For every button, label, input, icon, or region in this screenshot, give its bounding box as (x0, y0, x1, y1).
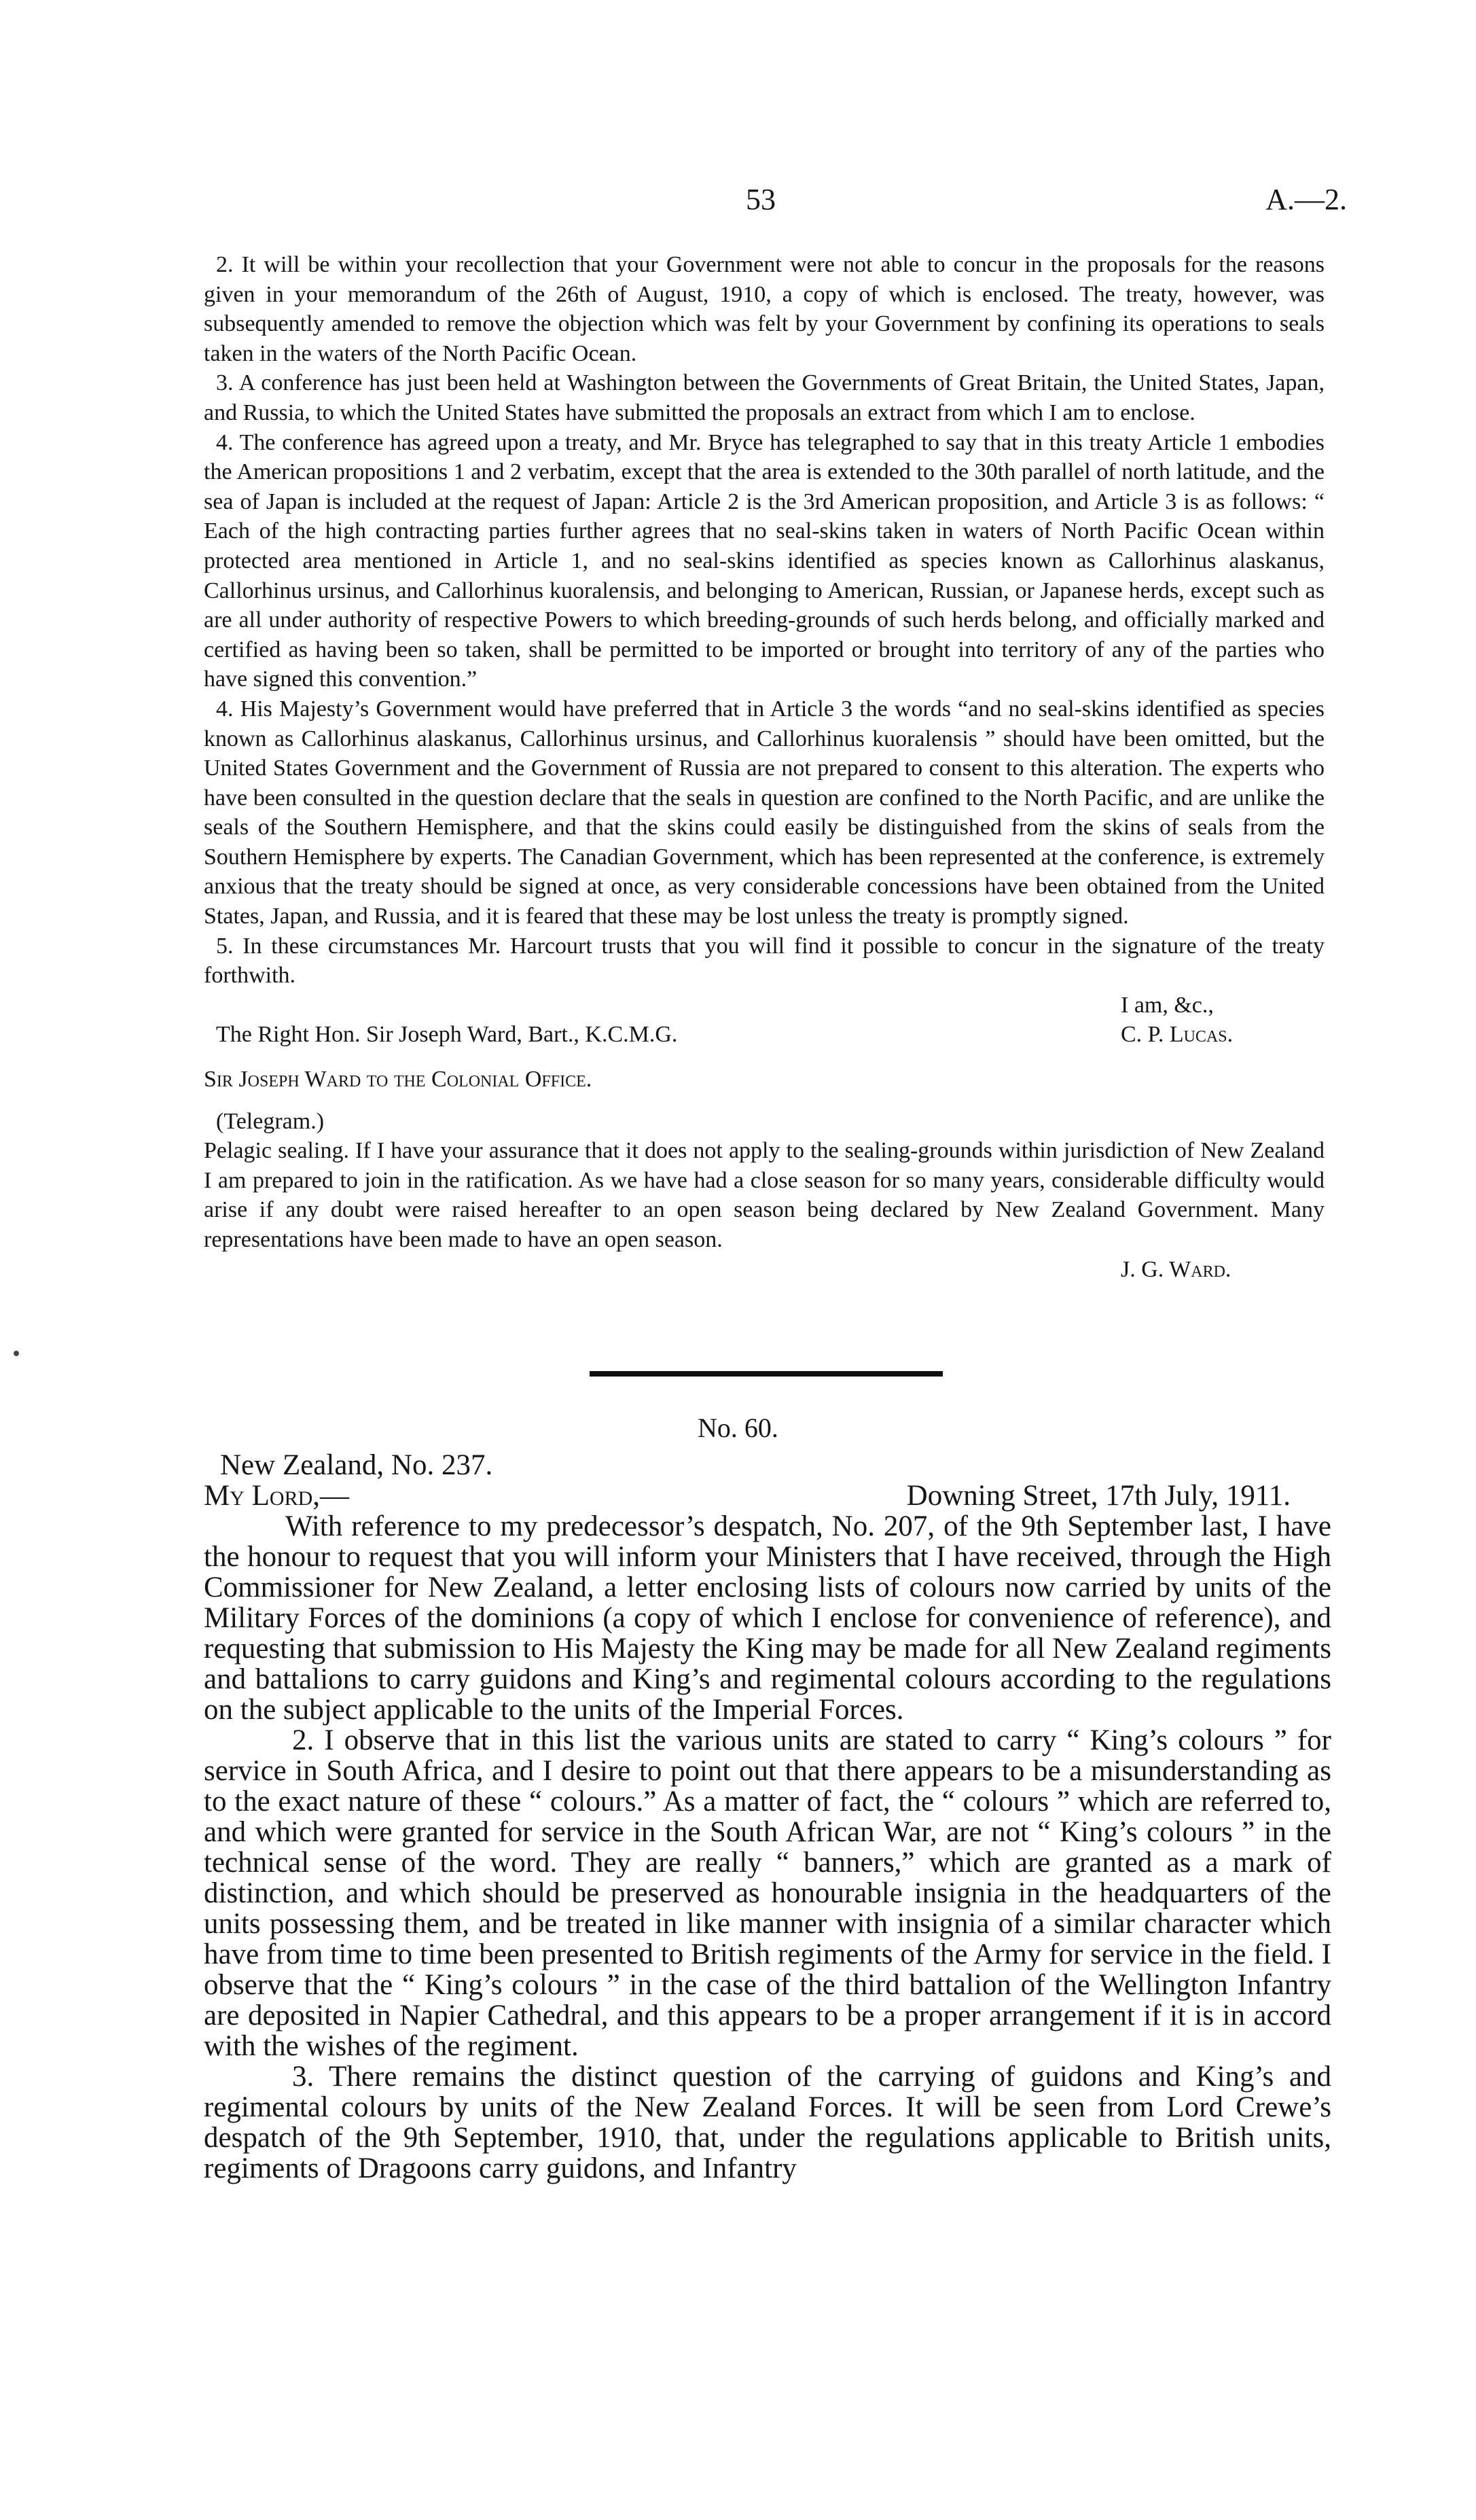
telegram-signature-row (204, 1255, 1325, 1285)
letter-paragraph-4b: 4. His Majesty’s Government would have preferred that in Article 3 the words “and no seal-skins identified as species known as Callorhinus alaskanus, Callorhinus ursinus, and Callorhinus kuoralensis ” should have been omitted, but the United States Government and the Government of Russia are not prepared to consent to this alteration. The experts who have been consulted in the question declare that the seals in question are confined to the North Pacific, and are unlike the seals of the Southern Hemisphere, and that the skins could easily be distinguished from the skins of seals from the Southern Hemisphere by experts. The Canadian Government, which has been represented at the conference, is extremely anxious that the treaty should be signed at once, as very considerable concessions have been obtained from the United States, Japan, and Russia, and it is feared that these may be lost unless the treaty is promptly signed. (204, 696, 1325, 929)
section-divider (590, 1371, 943, 1377)
telegram-signatory: J. G. Ward. (1121, 1256, 1231, 1282)
telegram-body: Pelagic sealing. If I have your assurance that it does not apply to the sealing-grounds within jurisdiction of New Zealand I am prepared to join in the ratification. As we have had a close season for so many years, considerable difficulty would arise if any doubt were raised hereafter to an open season being declared by New Zealand Government. Many representations have been made to have an open season. (204, 1138, 1325, 1252)
dispatch-letter-number: New Zealand, No. 237. (220, 1449, 493, 1481)
telegram-heading: Sir Joseph Ward to the Colonial Office. (204, 1067, 592, 1093)
dispatch-paragraph-3: 3. There remains the distinct question of the carrying of guidons and King’s and regimental colours by units of the New Zealand Forces. It will be seen from Lord Crewe’s despatch of the 9th September, 1910, that, under the regulations applicable to British units, regiments of Dragoons carry guidons, and Infantry (204, 2061, 1331, 2184)
dispatch-paragraph-1: With reference to my predecessor’s despatch, No. 207, of the 9th September last, I have the honour to request that you will inform your Ministers that I have received, through the High Commissioner for New Zealand, a letter enclosing lists of colours now carried by units of the Military Forces of the dominions (a copy of which I enclose for convenience of reference), and requesting that submission to His Majesty the King may be made for all New Zealand regiments and battalions to carry guidons and King’s and regimental colours according to the regulations on the subject applicable to the units of the Imperial Forces. (204, 1510, 1331, 1726)
dispatch-section (204, 1450, 1331, 2184)
dispatch-place-date: Downing Street, 17th July, 1911. (906, 1480, 1291, 1512)
letter-closing: I am, &c., (1121, 992, 1214, 1018)
document-reference: A.—2. (1265, 183, 1347, 216)
dispatch-paragraph-2: 2. I observe that in this list the various units are stated to carry “ King’s colours ” for service in South Africa, and I desire to point out that there appears to be a misunderstanding as to the exact nature of these “ colours.” As a matter of fact, the “ colours ” which are referred to, and which were granted for service in the South African War, are not “ King’s colours ” in the technical sense of the word. They are really “ banners,” which are granted as a mark of distinction, and which should be preserved as honourable insignia in the headquarters of the units possessing them, and be treated in like manner with insignia of a similar character which have from time to time been presented to British regiments of the Army for service in the field. I observe that the “ King’s colours ” in the case of the third battalion of the Wellington Infantry are deposited in Napier Cathedral, and this appears to be a proper arrangement if it is in accord with the wishes of the regiment. (204, 1724, 1331, 2062)
upper-section (204, 250, 1325, 1284)
letter-paragraph-4: 4. The conference has agreed upon a treaty, and Mr. Bryce has telegraphed to say that in this treaty Article 1 embodies the American propositions 1 and 2 verbatim, except that the area is extended to the 30th parallel of north latitude, and the sea of Japan is included at the request of Japan: Article 2 is the 3rd American proposition, and Article 3 is as follows: “ Each of the high contracting parties further agrees that no seal-skins taken in waters of North Pacific Ocean within protected area mentioned in Article 1, and no seal-skins identified as species known as Callorhinus alaskanus, Callorhinus ursinus, and Callorhinus kuoralensis, and belonging to American, Russian, or Japanese herds, except such as are all under authority of respective Powers to which breeding-grounds of such herds belong, and officially marked and certified as having been so taken, shall be permitted to be imported or brought into territory of any of the parties who have signed this convention.” (204, 429, 1325, 692)
letter-signature-row (204, 1020, 1325, 1050)
letter-closing-row (204, 991, 1325, 1021)
page-number: 53 (746, 183, 776, 216)
dispatch-number: No. 60. (698, 1413, 778, 1443)
dispatch-salutation: My Lord,— (204, 1480, 350, 1512)
salutation-row (204, 1480, 1331, 1511)
margin-mark (14, 1351, 19, 1356)
letter-paragraph-3: 3. A conference has just been held at Washington between the Governments of Great Britain, the United States, Japan, and Russia, to which the United States have submitted the proposals an extract from which I am to enclose. (204, 370, 1325, 425)
letter-signatory: C. P. Lucas. (1121, 1022, 1234, 1048)
letter-paragraph-5: 5. In these circumstances Mr. Harcourt trusts that you will find it possible to concur in the signature of the treaty forthwith. (204, 933, 1325, 989)
telegram-label: (Telegram.) (216, 1108, 325, 1134)
letter-paragraph-2: 2. It will be within your recollection that your Government were not able to concur in the proposals for the reasons given in your memorandum of the 26th of August, 1910, a copy of which is enclosed. The treaty, however, was subsequently amended to remove the objection which was felt by your Government by confining its operations to seals taken in the waters of the North Pacific Ocean. (204, 252, 1325, 366)
letter-addressee: The Right Hon. Sir Joseph Ward, Bart., K.C.M.G. (216, 1022, 678, 1048)
